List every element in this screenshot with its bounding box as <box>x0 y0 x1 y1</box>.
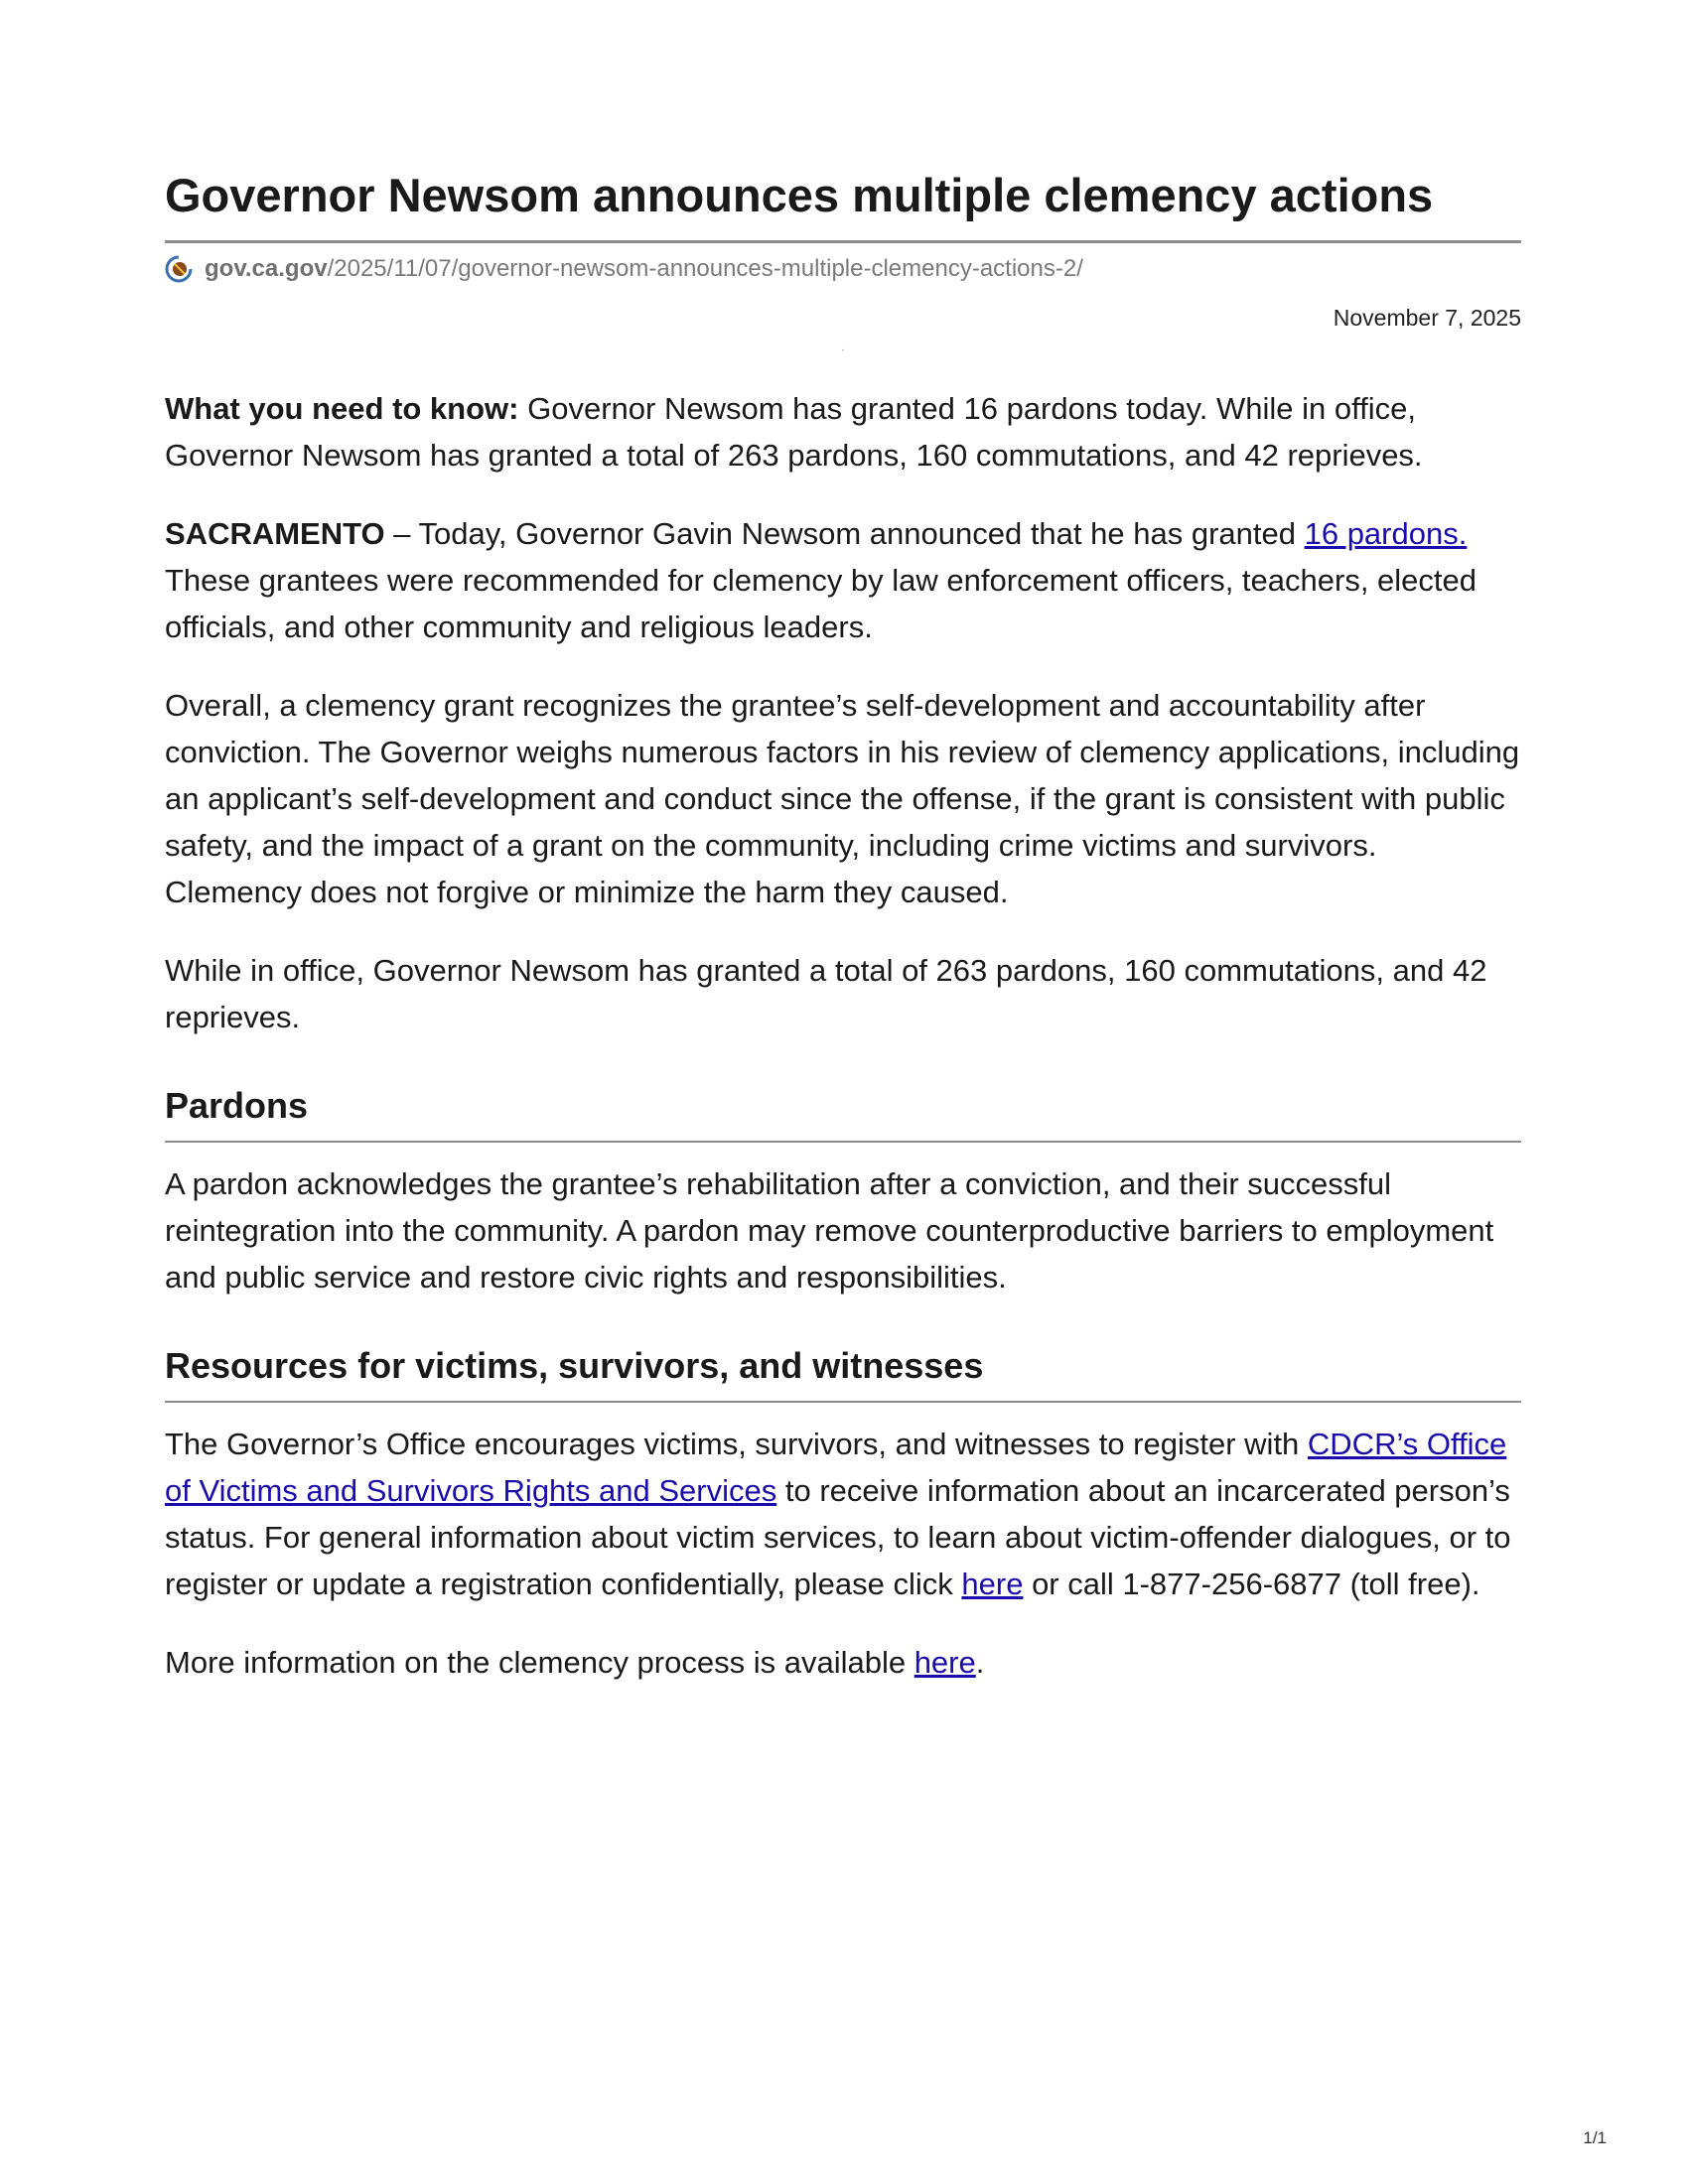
more-info-text: More information on the clemency process is available <box>165 1645 914 1681</box>
summary-lead: What you need to know: <box>165 391 519 427</box>
clemency-process-here-link[interactable]: here <box>914 1645 976 1681</box>
summary-text: Governor Newsom has granted 16 pardons today. While in office, Governor Newsom has granted a total of 263 pardons, 160 commutations, and 42 reprieves. <box>165 391 1423 474</box>
source-domain: gov.ca.gov <box>205 255 328 283</box>
page-title: Governor Newsom announces multiple clemency actions <box>165 169 1521 243</box>
dateline: SACRAMENTO <box>165 516 385 552</box>
resources-heading: Resources for victims, survivors, and witnesses <box>165 1344 1521 1403</box>
intro-paragraph <box>165 510 1521 650</box>
intro-text-1: – Today, Governor Gavin Newsom announced that he has granted <box>384 516 1305 552</box>
pardons-paragraph: A pardon acknowledges the grantee’s rehabilitation after a conviction, and their successful reintegration into the community. A pardon may remove counterproductive barriers to employment and public service and restore civic rights and responsibilities. <box>165 1166 1494 1296</box>
overall-paragraph: Overall, a clemency grant recognizes the grantee’s self-development and accountability after conviction. The Governor weighs numerous factors in his review of clemency applications, including an applicant’s self-development and conduct since the offense, if the grant is consistent with public safety, and the impact of a grant on the community, including crime victims and survivors. Clemency does not forgive or minimize the harm they caused. <box>165 688 1520 910</box>
source-path: /2025/11/07/governor-newsom-announces-multiple-clemency-actions-2/ <box>327 255 1083 283</box>
source-url[interactable] <box>165 255 1521 283</box>
page-number: 1/1 <box>1583 2128 1607 2147</box>
resources-paragraph <box>165 1421 1521 1607</box>
pardons-heading: Pardons <box>165 1084 1521 1143</box>
gov-favicon-icon <box>165 255 193 283</box>
resources-text-1: The Governor’s Office encourages victims, survivors, and witnesses to register with <box>165 1427 1308 1462</box>
totals-paragraph: While in office, Governor Newsom has granted a total of 263 pardons, 160 commutations, and 42 reprieves. <box>165 953 1487 1035</box>
resources-text-3: or call 1-877-256-6877 (toll free). <box>1023 1567 1480 1602</box>
intro-text-2: These grantees were recommended for clemency by law enforcement officers, teachers, elected officials, and other community and religious leaders. <box>165 563 1477 645</box>
article <box>165 169 1521 1717</box>
cdcr-victims-link[interactable]: CDCR’s Office of Victims and Survivors Rights and Services <box>165 1427 1507 1509</box>
resources-text-2: to receive information about an incarcerated person’s status. For general information about victim services, to learn about victim-offender dialogues, or to register or update a registration confidentially, please click <box>165 1473 1511 1602</box>
victim-services-here-link[interactable]: here <box>961 1567 1024 1602</box>
publish-date: November 7, 2025 <box>1333 305 1521 332</box>
more-info-paragraph <box>165 1639 1521 1686</box>
pardons-link[interactable]: 16 pardons. <box>1304 516 1468 552</box>
more-info-end: . <box>975 1645 985 1681</box>
separator-dot: . <box>841 342 845 354</box>
summary-paragraph <box>165 385 1521 478</box>
